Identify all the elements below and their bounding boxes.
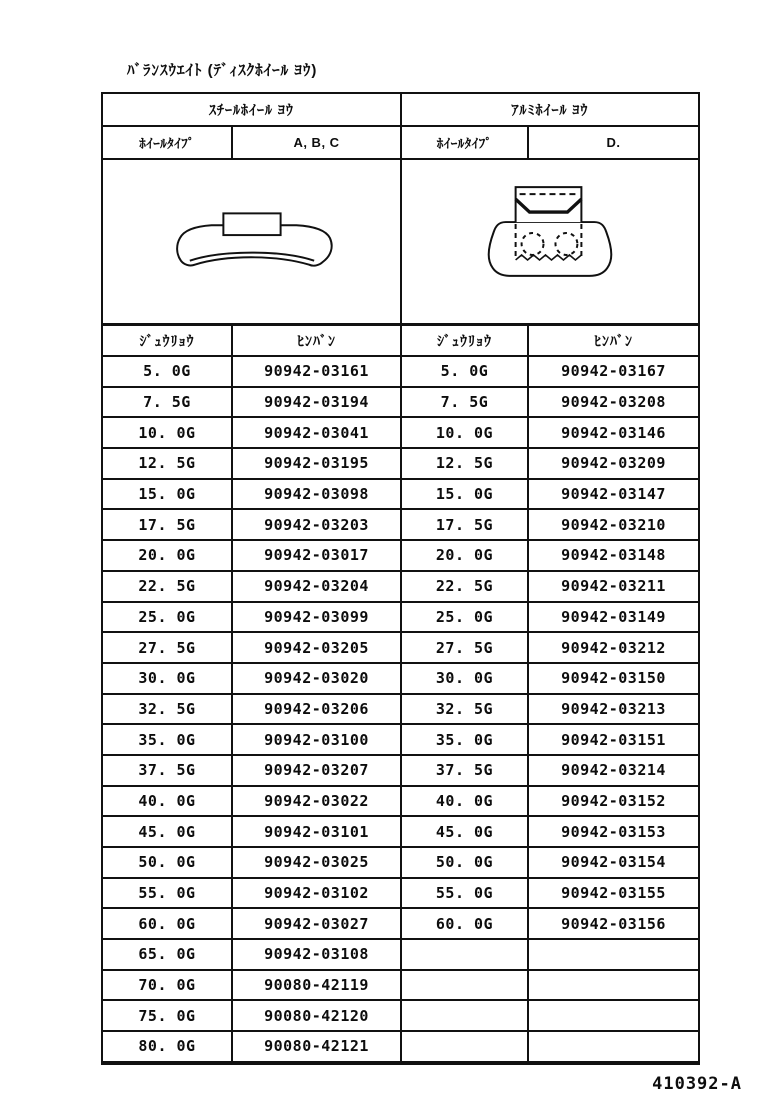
steel-weight-cell: 75. 0G xyxy=(103,1001,233,1032)
steel-part-number-cell: 90942-03194 xyxy=(233,388,402,419)
alum-part-number-cell: 90942-03154 xyxy=(529,848,698,879)
steel-part-col-header: ﾋﾝﾊﾞﾝ xyxy=(233,326,402,357)
steel-part-number-cell: 90942-03098 xyxy=(233,480,402,511)
figure-code: 410392-A xyxy=(652,1074,742,1094)
alum-weight-cell: 27. 5G xyxy=(402,633,529,664)
steel-weight-cell: 25. 0G xyxy=(103,603,233,634)
alum-weight-cell: 15. 0G xyxy=(402,480,529,511)
steel-weight-cell: 10. 0G xyxy=(103,418,233,449)
alum-part-number-cell: 90942-03213 xyxy=(529,695,698,726)
steel-part-number-cell: 90942-03022 xyxy=(233,787,402,818)
alum-weight-cell: 12. 5G xyxy=(402,449,529,480)
steel-part-number-cell: 90942-03204 xyxy=(233,572,402,603)
alum-weight-cell: 5. 0G xyxy=(402,357,529,388)
alum-section-header: ｱﾙﾐﾎｲｰﾙ ﾖｳ xyxy=(402,94,698,127)
alum-part-number-cell: 90942-03152 xyxy=(529,787,698,818)
steel-wheel-types-value: A, B, C xyxy=(233,127,402,160)
alum-balance-weight-icon xyxy=(402,160,698,323)
parts-table xyxy=(101,92,700,1065)
alum-weight-cell: 32. 5G xyxy=(402,695,529,726)
alum-weight-cell xyxy=(402,971,529,1002)
steel-weight-cell: 32. 5G xyxy=(103,695,233,726)
alum-wheel-types-value: D. xyxy=(529,127,698,160)
alum-part-number-cell xyxy=(529,971,698,1002)
alum-part-number-cell: 90942-03156 xyxy=(529,909,698,940)
steel-part-number-cell: 90942-03025 xyxy=(233,848,402,879)
steel-weight-cell: 70. 0G xyxy=(103,971,233,1002)
alum-weight-cell xyxy=(402,1032,529,1063)
steel-section-header: ｽﾁｰﾙﾎｲｰﾙ ﾖｳ xyxy=(103,94,402,127)
steel-part-number-cell: 90080-42120 xyxy=(233,1001,402,1032)
alum-part-number-cell xyxy=(529,1032,698,1063)
steel-weight-cell: 12. 5G xyxy=(103,449,233,480)
alum-part-number-cell: 90942-03146 xyxy=(529,418,698,449)
steel-part-number-cell: 90942-03041 xyxy=(233,418,402,449)
alum-weight-drawing xyxy=(402,160,698,326)
alum-part-number-cell: 90942-03167 xyxy=(529,357,698,388)
steel-part-number-cell: 90942-03205 xyxy=(233,633,402,664)
steel-weight-cell: 40. 0G xyxy=(103,787,233,818)
alum-weight-cell: 55. 0G xyxy=(402,879,529,910)
steel-part-number-cell: 90942-03195 xyxy=(233,449,402,480)
alum-weight-cell: 45. 0G xyxy=(402,817,529,848)
steel-weight-col-header: ｼﾞｭｳﾘｮｳ xyxy=(103,326,233,357)
steel-part-number-cell: 90942-03100 xyxy=(233,725,402,756)
alum-part-number-cell: 90942-03209 xyxy=(529,449,698,480)
steel-part-number-cell: 90942-03161 xyxy=(233,357,402,388)
steel-part-number-cell: 90942-03101 xyxy=(233,817,402,848)
steel-weight-cell: 45. 0G xyxy=(103,817,233,848)
alum-part-number-cell xyxy=(529,940,698,971)
alum-wheel-type-label: ﾎｲｰﾙﾀｲﾌﾟ xyxy=(402,127,529,160)
steel-weight-cell: 50. 0G xyxy=(103,848,233,879)
steel-part-number-cell: 90942-03099 xyxy=(233,603,402,634)
steel-weight-cell: 55. 0G xyxy=(103,879,233,910)
alum-weight-cell: 20. 0G xyxy=(402,541,529,572)
steel-part-number-cell: 90080-42121 xyxy=(233,1032,402,1063)
steel-part-number-cell: 90942-03207 xyxy=(233,756,402,787)
steel-weight-cell: 7. 5G xyxy=(103,388,233,419)
alum-weight-cell: 22. 5G xyxy=(402,572,529,603)
alum-weight-cell: 35. 0G xyxy=(402,725,529,756)
alum-weight-cell: 25. 0G xyxy=(402,603,529,634)
alum-part-number-cell: 90942-03210 xyxy=(529,510,698,541)
alum-weight-cell xyxy=(402,940,529,971)
steel-weight-cell: 22. 5G xyxy=(103,572,233,603)
steel-weight-cell: 35. 0G xyxy=(103,725,233,756)
alum-part-number-cell: 90942-03155 xyxy=(529,879,698,910)
steel-weight-cell: 17. 5G xyxy=(103,510,233,541)
steel-part-number-cell: 90942-03017 xyxy=(233,541,402,572)
steel-weight-drawing xyxy=(103,160,402,326)
steel-weight-cell: 30. 0G xyxy=(103,664,233,695)
alum-part-number-cell: 90942-03150 xyxy=(529,664,698,695)
steel-weight-cell: 27. 5G xyxy=(103,633,233,664)
steel-part-number-cell: 90942-03203 xyxy=(233,510,402,541)
alum-part-number-cell: 90942-03148 xyxy=(529,541,698,572)
alum-part-number-cell: 90942-03153 xyxy=(529,817,698,848)
alum-weight-col-header: ｼﾞｭｳﾘｮｳ xyxy=(402,326,529,357)
alum-weight-cell: 50. 0G xyxy=(402,848,529,879)
alum-part-number-cell xyxy=(529,1001,698,1032)
steel-wheel-type-label: ﾎｲｰﾙﾀｲﾌﾟ xyxy=(103,127,233,160)
alum-weight-cell: 60. 0G xyxy=(402,909,529,940)
steel-weight-cell: 15. 0G xyxy=(103,480,233,511)
alum-part-number-cell: 90942-03211 xyxy=(529,572,698,603)
alum-weight-cell: 40. 0G xyxy=(402,787,529,818)
steel-part-number-cell: 90942-03108 xyxy=(233,940,402,971)
alum-weight-cell: 7. 5G xyxy=(402,388,529,419)
steel-part-number-cell: 90080-42119 xyxy=(233,971,402,1002)
alum-weight-cell xyxy=(402,1001,529,1032)
steel-weight-cell: 20. 0G xyxy=(103,541,233,572)
alum-part-number-cell: 90942-03151 xyxy=(529,725,698,756)
steel-weight-cell: 60. 0G xyxy=(103,909,233,940)
steel-weight-cell: 65. 0G xyxy=(103,940,233,971)
alum-part-col-header: ﾋﾝﾊﾞﾝ xyxy=(529,326,698,357)
steel-weight-cell: 5. 0G xyxy=(103,357,233,388)
alum-part-number-cell: 90942-03212 xyxy=(529,633,698,664)
page-title: ﾊﾞﾗﾝｽｳｴｲﾄ (ﾃﾞｨｽｸﾎｲｰﾙ ﾖｳ) xyxy=(127,62,318,79)
alum-part-number-cell: 90942-03208 xyxy=(529,388,698,419)
alum-part-number-cell: 90942-03149 xyxy=(529,603,698,634)
steel-weight-cell: 37. 5G xyxy=(103,756,233,787)
alum-weight-cell: 30. 0G xyxy=(402,664,529,695)
alum-weight-cell: 10. 0G xyxy=(402,418,529,449)
steel-part-number-cell: 90942-03102 xyxy=(233,879,402,910)
steel-part-number-cell: 90942-03206 xyxy=(233,695,402,726)
alum-weight-cell: 17. 5G xyxy=(402,510,529,541)
steel-part-number-cell: 90942-03020 xyxy=(233,664,402,695)
steel-part-number-cell: 90942-03027 xyxy=(233,909,402,940)
alum-weight-cell: 37. 5G xyxy=(402,756,529,787)
clip-on-balance-weight-icon xyxy=(103,160,400,323)
steel-weight-cell: 80. 0G xyxy=(103,1032,233,1063)
alum-part-number-cell: 90942-03147 xyxy=(529,480,698,511)
alum-part-number-cell: 90942-03214 xyxy=(529,756,698,787)
